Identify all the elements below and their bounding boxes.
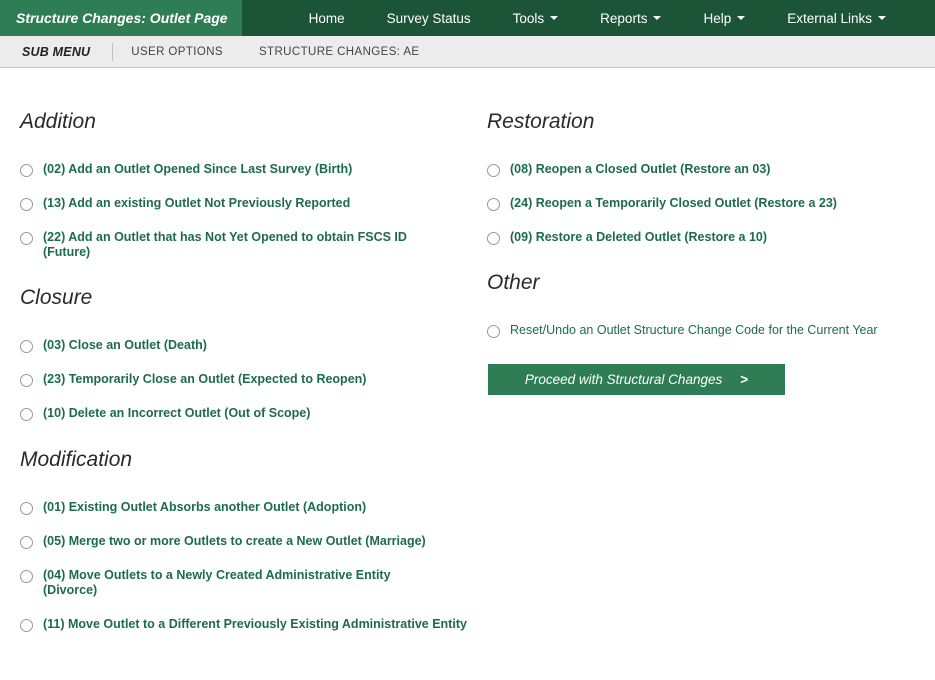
proceed-with-structural-changes-button[interactable]	[488, 364, 785, 395]
radio-icon[interactable]	[20, 340, 33, 353]
option-restore-24[interactable]	[487, 196, 927, 211]
option-label: (05) Merge two or more Outlets to create a New Outlet (Marriage)	[43, 534, 426, 548]
radio-icon[interactable]	[20, 232, 33, 245]
option-label: (22) Add an Outlet that has Not Yet Opened to obtain FSCS ID (Future)	[43, 230, 407, 259]
option-label: (03) Close an Outlet (Death)	[43, 338, 207, 352]
sub-menu-item-structure-changes-ae[interactable]: STRUCTURE CHANGES: AE	[258, 45, 420, 58]
app-brand-title: Structure Changes: Outlet Page	[0, 0, 242, 36]
radio-icon[interactable]	[487, 325, 500, 338]
section-heading-addition: Addition	[20, 110, 96, 133]
option-label: Reset/Undo an Outlet Structure Change Code for the Current Year	[510, 323, 878, 337]
chevron-right-icon: >	[740, 372, 749, 387]
proceed-button-label: Proceed with Structural Changes	[524, 372, 723, 387]
radio-icon[interactable]	[20, 408, 33, 421]
nav-item-label: External Links	[787, 10, 873, 26]
option-label: (23) Temporarily Close an Outlet (Expected to Reopen)	[43, 372, 367, 386]
radio-icon[interactable]	[20, 198, 33, 211]
chevron-down-icon	[737, 16, 745, 20]
sub-menu-item-user-options[interactable]: USER OPTIONS	[131, 45, 223, 58]
option-reset-undo[interactable]	[487, 323, 927, 338]
radio-icon[interactable]	[487, 164, 500, 177]
chevron-down-icon	[550, 16, 558, 20]
option-label: (10) Delete an Incorrect Outlet (Out of Scope)	[43, 406, 311, 420]
nav-item-help[interactable]	[682, 0, 766, 36]
option-label: (01) Existing Outlet Absorbs another Outlet (Adoption)	[43, 500, 367, 514]
section-heading-closure: Closure	[20, 286, 93, 309]
option-add-22[interactable]	[20, 230, 440, 260]
option-restore-09[interactable]	[487, 230, 927, 245]
sub-menu-title: SUB MENU	[22, 44, 91, 59]
nav-item-label: Tools	[512, 10, 545, 26]
radio-icon[interactable]	[20, 502, 33, 515]
option-label: (13) Add an existing Outlet Not Previously Reported	[43, 196, 351, 210]
radio-icon[interactable]	[487, 232, 500, 245]
radio-icon[interactable]	[20, 536, 33, 549]
option-close-10[interactable]	[20, 406, 480, 421]
radio-icon[interactable]	[20, 570, 33, 583]
option-label: (02) Add an Outlet Opened Since Last Survey (Birth)	[43, 162, 353, 176]
chevron-down-icon	[878, 16, 886, 20]
section-heading-other: Other	[487, 271, 540, 294]
nav-items	[288, 0, 907, 36]
nav-item-external-links[interactable]	[766, 0, 907, 36]
chevron-down-icon	[653, 16, 661, 20]
option-add-02[interactable]	[20, 162, 480, 177]
option-mod-11[interactable]	[20, 617, 468, 632]
option-add-13[interactable]	[20, 196, 480, 211]
nav-item-survey-status[interactable]	[366, 0, 492, 36]
nav-item-reports[interactable]	[579, 0, 682, 36]
radio-icon[interactable]	[20, 374, 33, 387]
section-heading-modification: Modification	[20, 448, 133, 471]
option-label: (11) Move Outlet to a Different Previously Existing Administrative Entity	[43, 617, 467, 631]
right-column	[487, 68, 927, 395]
section-heading-restoration: Restoration	[487, 110, 595, 133]
option-label: (09) Restore a Deleted Outlet (Restore a 10)	[510, 230, 768, 244]
option-close-23[interactable]	[20, 372, 480, 387]
left-column	[20, 68, 480, 632]
nav-item-label: Help	[703, 10, 732, 26]
option-restore-08[interactable]	[487, 162, 927, 177]
option-mod-05[interactable]	[20, 534, 480, 549]
sub-menu-bar	[0, 36, 935, 68]
nav-item-label: Reports	[600, 10, 648, 26]
nav-item-home[interactable]	[288, 0, 366, 36]
nav-item-label: Home	[308, 10, 345, 26]
option-label: (08) Reopen a Closed Outlet (Restore an 03)	[510, 162, 771, 176]
top-navbar	[0, 0, 935, 36]
option-mod-01[interactable]	[20, 500, 480, 515]
radio-icon[interactable]	[20, 619, 33, 632]
nav-item-label: Survey Status	[386, 10, 471, 26]
option-close-03[interactable]	[20, 338, 480, 353]
radio-icon[interactable]	[20, 164, 33, 177]
option-mod-04[interactable]	[20, 568, 430, 598]
nav-item-tools[interactable]	[492, 0, 580, 36]
option-label: (04) Move Outlets to a Newly Created Administrative Entity (Divorce)	[43, 568, 391, 597]
radio-icon[interactable]	[487, 198, 500, 211]
option-label: (24) Reopen a Temporarily Closed Outlet (Restore a 23)	[510, 196, 837, 210]
